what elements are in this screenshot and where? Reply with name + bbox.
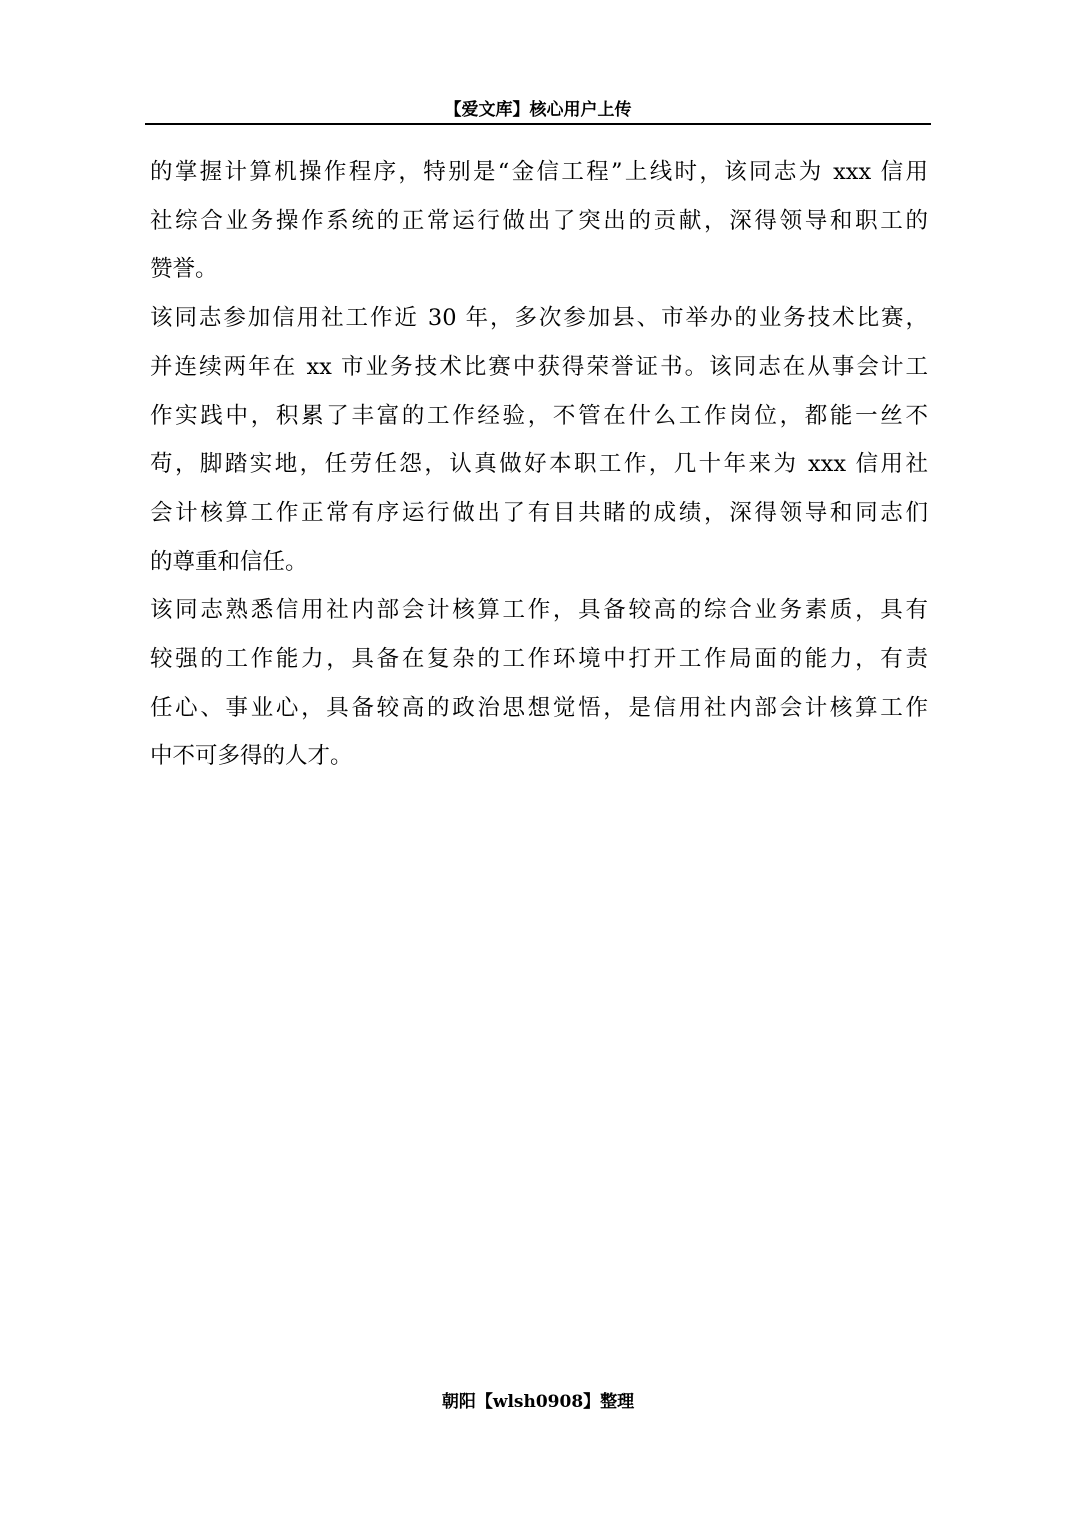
body-line: 作实践中，积累了丰富的工作经验，不管在什么工作岗位，都能一丝不	[150, 402, 928, 429]
body-line: 该同志参加信用社工作近 30 年，多次参加县、市举办的业务技术比赛，	[150, 305, 928, 332]
body-line: 会计核算工作正常有序运行做出了有目共睹的成绩，深得领导和同志们	[150, 499, 928, 526]
body-line: 的尊重和信任。	[150, 548, 308, 575]
body-line: 任心、事业心，具备较高的政治思想觉悟，是信用社内部会计核算工作	[150, 694, 928, 721]
body-line: 的掌握计算机操作程序，特别是“金信工程”上线时，该同志为 xxx 信用	[150, 159, 928, 185]
page-footer: 朝阳【wlsh0908】整理	[441, 1392, 635, 1412]
document-body	[150, 148, 928, 781]
body-line: 该同志熟悉信用社内部会计核算工作，具备较高的综合业务素质，具有	[150, 597, 928, 624]
body-line: 较强的工作能力，具备在复杂的工作环境中打开工作局面的能力，有责	[150, 646, 928, 673]
body-line: 社综合业务操作系统的正常运行做出了突出的贡献，深得领导和职工的	[150, 207, 928, 234]
body-line: 并连续两年在 xx 市业务技术比赛中获得荣誉证书。该同志在从事会计工	[150, 353, 928, 380]
header-divider	[145, 123, 931, 125]
body-line: 苟，脚踏实地，任劳任怨，认真做好本职工作，几十年来为 xxx 信用社	[150, 451, 928, 478]
body-line: 赞誉。	[150, 256, 218, 283]
body-line: 中不可多得的人才。	[150, 743, 353, 770]
page-header: 【爱文库】核心用户上传	[444, 100, 632, 120]
